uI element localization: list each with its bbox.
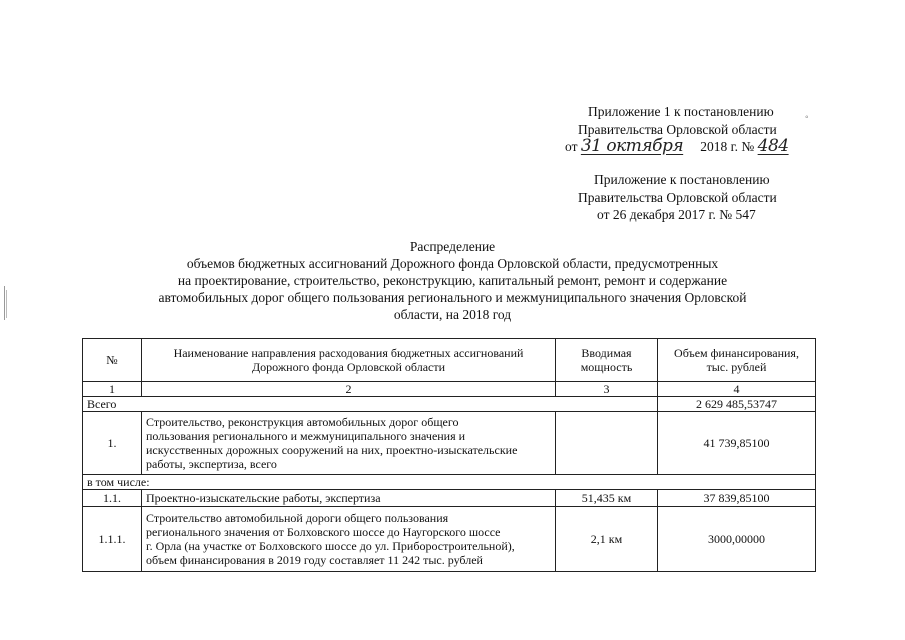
row-number: 1. (83, 412, 142, 475)
total-row (83, 397, 816, 412)
document-title-line3: автомобильных дорог общего пользования регионального и межмуниципального значения Орловской (158, 290, 747, 305)
approval-old-line2: Правительства Орловской области (578, 190, 777, 205)
row-capacity: 2,1 км (556, 507, 658, 572)
row-number: 1.1. (83, 490, 142, 507)
row-name-line: Строительство, реконструкция автомобильных дорог общего (146, 415, 459, 429)
including-label: в том числе: (83, 475, 816, 490)
document-title-line4: области, на 2018 год (393, 307, 512, 322)
header-num: № (83, 339, 142, 382)
row-name: Проектно-изыскательские работы, экспертиза (142, 490, 556, 507)
document-title-line1: объемов бюджетных ассигнований Дорожного фонда Орловской области, предусмотренных (186, 256, 719, 271)
total-label: Всего (83, 397, 658, 412)
approval-old-line3: от 26 декабря 2017 г. № 547 (597, 207, 756, 222)
header-name-line1: Наименование направления расходования бюджетных ассигнований (173, 346, 524, 360)
column-number-1: 1 (83, 382, 142, 397)
total-value: 2 629 485,53747 (658, 397, 816, 412)
row-name-line: регионального значения от Болховского шоссе до Наугорского шоссе (146, 525, 501, 539)
year-text: 2018 г. № (700, 139, 755, 154)
including-row (83, 475, 816, 490)
row-capacity (556, 412, 658, 475)
header-name (142, 339, 556, 382)
row-name-line: объем финансирования в 2019 году составляет 11 242 тыс. рублей (146, 553, 483, 567)
column-number-4: 4 (658, 382, 816, 397)
table-row (83, 412, 816, 475)
table-row (83, 507, 816, 572)
column-number-3: 3 (556, 382, 658, 397)
row-number: 1.1.1. (83, 507, 142, 572)
row-name-line: г. Орла (на участке от Болховского шоссе до ул. Приборостроительной), (146, 539, 515, 553)
table-row (83, 490, 816, 507)
scan-dot-mark: ◦ (805, 112, 809, 123)
row-name-line: искусственных дорожных сооружений на них, проектно-изыскательские (146, 443, 518, 457)
scan-edge-mark-2 (6, 290, 7, 318)
row-name-line: работы, экспертиза, всего (146, 457, 277, 471)
row-name-line: Строительство автомобильной дороги общего пользования (146, 511, 449, 525)
document-title-line2: на проектирование, строительство, реконструкцию, капитальный ремонт, ремонт и содержание (177, 273, 728, 288)
funding-table (82, 338, 816, 572)
approval-old-line1: Приложение к постановлению (594, 172, 770, 187)
row-value: 3000,00000 (658, 507, 816, 572)
header-funding (658, 339, 816, 382)
header-funding-line2: тыс. рублей (706, 360, 767, 374)
table-header-row (83, 339, 816, 382)
approval-new-line1: Приложение 1 к постановлению (588, 104, 774, 119)
row-value: 41 739,85100 (658, 412, 816, 475)
column-number-2: 2 (142, 382, 556, 397)
column-numbers-row (83, 382, 816, 397)
header-capacity-line1: Вводимая (581, 346, 632, 360)
header-funding-line1: Объем финансирования, (674, 346, 799, 360)
row-name (142, 412, 556, 475)
row-name (142, 507, 556, 572)
header-capacity-line2: мощность (580, 360, 633, 374)
scan-edge-mark (4, 286, 5, 320)
approval-new-date-line (565, 138, 804, 155)
document-heading: Распределение (409, 239, 496, 254)
handwritten-date: 31 октября (580, 136, 684, 156)
approval-new-line2: Правительства Орловской области (578, 122, 777, 137)
handwritten-number: 484 (757, 136, 789, 156)
row-name-line: пользования регионального и межмуниципального значения и (146, 429, 466, 443)
date-prefix: от (565, 139, 578, 154)
row-value: 37 839,85100 (658, 490, 816, 507)
header-name-line2: Дорожного фонда Орловской области (251, 360, 446, 374)
header-capacity (556, 339, 658, 382)
row-capacity: 51,435 км (556, 490, 658, 507)
